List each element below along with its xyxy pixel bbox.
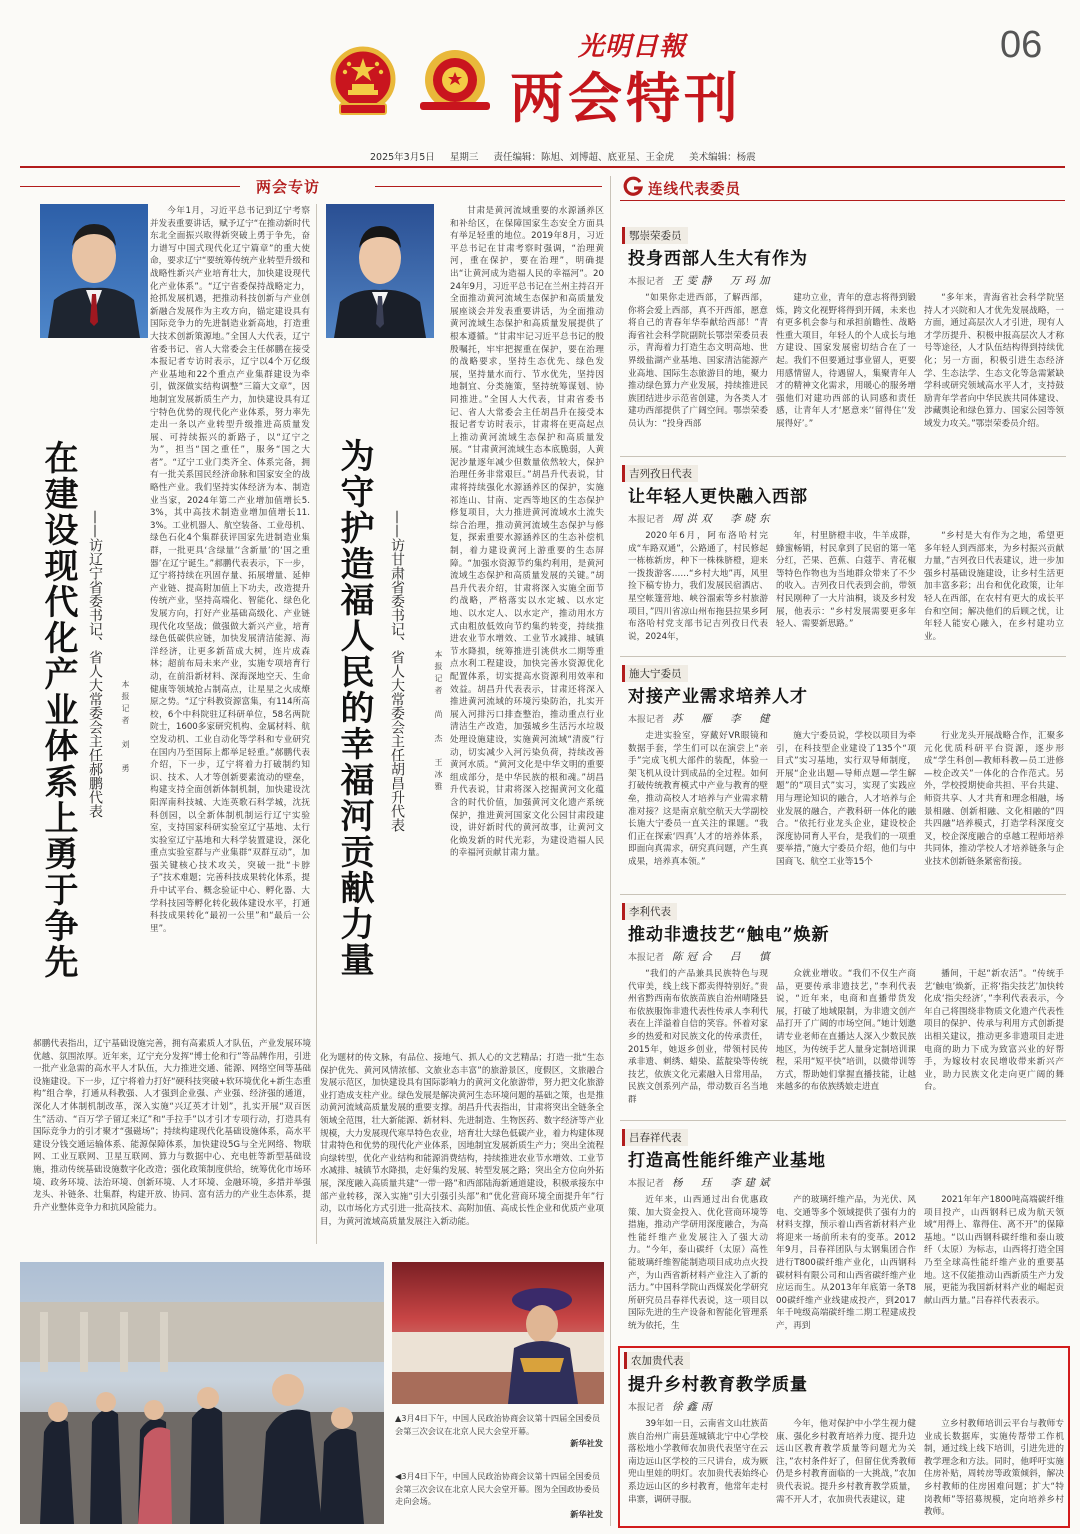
byline-names: 徐鑫雨 [672, 1401, 716, 1413]
byline-label: 本报记者 [628, 953, 665, 963]
byline-label: 本报记者 [628, 715, 665, 725]
portrait-hao-peng [40, 204, 148, 338]
article-col-1: “我们的产品兼具民族特色与现代审美，线上线下都卖得特别好。”贵州省黔西南布依族苗族自治州晴隆县布依族服饰非遗代表性传承人李利代表在上洋溢着自信的笑容。怀着对家乡的热爱和对民族文化的传承责任，2015年，她返乡创业，带领村民传承非遗、刺绣、蜡染、蓝靛染等传统技艺，依族文化元素融入日常用品，民族文创系列产品，带动数百名当地群 [628, 969, 768, 1105]
article-byline [628, 711, 774, 726]
photo-caption-1 [395, 1412, 603, 1450]
delegate-tag: 吕春祥代表 [622, 1129, 688, 1146]
photo-caption-2-text: ◀3月4日下午，中国人民政治协商会议第十四届全国委员会第三次会议在北京人民大会堂开幕。图为全国政协委员走向会场。 [395, 1471, 601, 1506]
interview2-reporter: 本报记者 尚 杰 王冰雅 [434, 650, 443, 794]
delegate-tag: 李利代表 [622, 903, 677, 920]
article-col-3: “多年来，青海省社会科学院坚持人才兴院和人才优先发展战略，一方面，通过高层次人才引进，现有人才学历提升、积极申报高层次人才称号等途径，人才队伍结构得到持续优化；另一方面，积极引进生态经济学、生态法学、生态文化等急需紧缺学科或研究领域高水平人才，支持鼓励青年学者向中华民族共同体建设、涉藏舆论和绿色算力、国家公园等领域发力攻关。”鄂崇荣委员介绍。 [924, 293, 1064, 429]
photo-caption-1-credit: 新华社发 [570, 1438, 603, 1448]
article-byline [628, 1399, 716, 1414]
article-byline [628, 273, 774, 288]
article-col-3: 行业龙头开展战略合作，汇聚多元化优质科研平台资源，逐步形成“学生科创—教师科教—员工进修—校企改关”一体化的合作范式。另外，学校授期使命共担、平台共建、师资共享、人才共育和理念相融，场景相融、创新相融、文化相融的“四共四融”培养模式，打造学科深度交叉，校企深度融合的卓越工程师培养共同体，推动学校人才培养链条与企业技术创新链条紧密衔接。 [924, 731, 1064, 867]
article-lv-chunxiang [622, 1126, 1066, 1340]
issue-date: 2025年3月5日 [370, 152, 435, 163]
cppcc-emblem-icon [410, 44, 500, 118]
article-col-2: 产的玻璃纤维产品，为光伏、风电、交通等多个领域提供了强有力的材料支撑，预示着山西省新材料产业将迎来一场前所未有的变革。2012年9月，吕春祥团队与太钢集团合作进行T800碳纤维产业化，山西钢科碳材料有限公司和山西省碳纤维产业应运而生。从2013年年底第一条T800碳纤维产业线建成投产，到2017年千吨级高端碳纤维二期工程建成投产，再到 [776, 1195, 916, 1331]
interview2-bottom-text: 化为题材的传文脉，有品位、接地气、抓人心的文艺精品；打造一批“生态保护优先、黄河风情浓郁、文旅业态丰富”的旅游景区，度假区，文旅融合发展示范区，加快建设具有国际影响力的黄河文化旅游带，努力把文化旅游业打造成支柱产业。绿色发展是解决黄河生态环境问题的基础之策，也是推动黄河流域高质量发展的重要支撑。胡昌升代表指出，甘肃将突出全链条全领域全范围，壮大新能源、新材料、先进制造、生物医药、数字经济等产业规模，大力发展现代寒旱特色农业，培育壮大绿色低碳产业，着力构建体现甘肃特色和优势的现代化产业体系，因地制宜发展新质生产力；突出全流程向绿转型，优化产业结构和能源消费结构，持续推进农业节水增效、工业节水减排、城镇节水降损，走好集约发展、转型发展之路；突出全方位向外拓展，深度融入高质量共建“一带一路”和西部陆海新通道建设，积极承接东中部产业转移，深入实施“引大引强引头部”和“优化营商环境全面提升年”行动，以市场化方式引进一批高技术、高附加值、高成长性企业和优质产业项目，为黄河流域高质量发展注入新动能。 [320, 1053, 604, 1227]
article-divider [620, 456, 1066, 457]
byline-names: 苏 雁 李 健 [672, 713, 774, 725]
page-header [0, 0, 1080, 170]
issue-weekday: 星期三 [449, 152, 479, 163]
article-col-3: “乡村是大有作为之地，希望更多年轻人到西部来，为乡村振兴贡献力量，”吉列孜日代表建议，进一步加强乡村基础设施建设，让乡村生活更加丰富多彩；出台和优化政策，让年轻人在西部，在农村有更大的成长平台和空间；解决他们的后顾之忧，让年轻人能安心融入，在乡村建功立业。 [924, 531, 1064, 642]
art-editor: 美术编辑：杨震 [689, 152, 756, 163]
interview2-title: 为守护造福人民的幸福河贡献力量 [334, 438, 374, 978]
article-jilie-ziri [622, 462, 1066, 654]
delegate-tag: 鄂崇荣委员 [622, 227, 688, 244]
interview1-title: 在建设现代化产业体系上勇于争先 [38, 440, 78, 980]
article-col-1: 39年如一日，云南省文山壮族苗族自治州广南县莲城镇北宁中心学校落松地小学教师农加贵代表坚守在云南边远山区学校的三尺讲台，成为厥兜山里娃的明灯。农加贵代表始终心系边远山区的乡村教育，他常年走村串寨，调研寻服。 [628, 1419, 768, 1505]
article-headline: 提升乡村教育教学质量 [628, 1375, 808, 1395]
byline-label: 本报记者 [628, 1179, 665, 1189]
article-col-1: 2020年6月，阿布洛哈村完成“车路双通”，公路通了，村民修起一栋栋新房，种下一株株脐橙，迎来一拨拨游客……“乡村大地”再，风里捡下稿专协力，我们发展民宿酒店、星空帐篷营地、峡谷溜索等乡村旅游项目，”四川省凉山州布拖县拉果乡阿布洛哈村党支部书记吉列孜日代表说，2024年， [628, 531, 768, 642]
byline-names: 陈冠合 吕 慎 [672, 951, 774, 963]
article-divider [620, 894, 1066, 895]
article-headline: 投身西部人生大有作为 [628, 249, 808, 269]
article-col-1: 走进实验室，穿戴好VR眼镜和数据手套，学生们可以在演尝上“亲手”完成飞机大部件的装配，体验一架飞机从设计到成品的全过程。如何打破传统教育模式中产业与教育的壁垒，推动高校人才培养与产业需求精准对接？这是南京航空航天大学副校长施大宁委员一直关注的课题。“我们正在探索‘四真’人才的培养体系，即面向真需求，研究真问题，产生真成果，培养真本领。” [628, 731, 768, 867]
interview1-subtitle: ——访辽宁省委书记、省人大常委会主任郝鹏代表 [87, 510, 103, 818]
article-col-1: “如果你走进西部，了解西部，你将会爱上西部，真不开西部，愿意将自己的青春年华奉献给西部！”青海省社会科学院副院长鄂崇荣委员表示，青海着力打造生态文明高地、世界级盐湖产业基地、国家清洁能源产业高地、国际生态旅游目的地，聚力推动绿色算力产业发展，持续推进民族团结进步示范省创建，为各类人才建功西部提供了广阔空间。鄂崇荣委员认为：“投身西部 [628, 293, 768, 429]
interview1-column: 今年1月，习近平总书记到辽宁考察并发表重要讲话，赋予辽宁“在推动新时代东北全面振兴取得新突破上勇于争先，奋力谱写中国式现代化辽宁篇章”的重大使命，要求辽宁“要统筹传统产业转型升级和战略性新兴产业培育壮大，加快建设现代化产业体系”。“辽宁省委保持战略定力，抢抓发展机遇，把推动科技创新与产业创新融合发展作为主攻方向，锚定建设具有国际竞争力的先进制造业新高地，打造重大技术创新策源地。”全国人大代表，辽宁省委书记、省人大常委会主任郝鹏在接受本报记者专访时表示，辽宁以4个万亿级产业基地和22个重点产业集群建设为牵引，做深做实结构调整“三篇大文章”，因地制宜发展新质生产力，加快建设具有辽宁特色优势的现代化产业体系，努力率先走出一条以产业转型升级推进高质量发展、可持续振兴的新路子，以“辽宁之为”，担当“国之重任”，服务“国之大者”。“辽宁工业门类齐全、体系完备，拥有一批关系国民经济命脉和国家安全的战略性产业。我们坚持实体经济为本、制造业当家，2024年第二产业增加值增长5.3%，其中高技术制造业增加值增长11.3%。工业机器人、航空装备、工业母机、绿色石化4个集群获评国家先进制造业集群，一批更具‘含绿量’‘含新量’的‘国之重器’在辽宁诞生。”郝鹏代表表示，下一步，辽宁将持续在巩固存量、拓展增量、延伸产业链、提高附加值上下功夫，改造提升传统产业，坚持高端化、智能化、绿色化发展方向，打好产业基础高级化、产业链现代化攻坚战；做强做大新兴产业，培育绿色低碳供应链，加快发展清洁能源、海洋经济，让更多新苗成大树，连片成森林；超前布局未来产业，实施专项培育行动，在前沿新材料、深海深地空天、生命健康等领域抢占制高点，让星星之火成燎原之势。“辽宁科教资源富集，有114所高校，6个中科院驻辽科研单位，58名两院院士，1600多家研究机构、金属材料、航空发动机、工业自动化等学科和专业研究在国内乃至国际上都举足轻重。”郝鹏代表介绍，下一步，辽宁将着力打破制约知识、技术、人才等创新要素流动的壁垒，构建支持全面创新体制机制，加快建设沈阳浑南科技城、大连英歌石科学城，沈抚科创园，以全新体制机制运行辽宁实验室，支持国家科研实验室辽宁基地、太行实验室辽宁基地和大科学装置建设，深化重点实验室群与产业集群“双群互动”，加强关键核心技术攻关，突破一批“卡脖子”技术难题；完善科技成果转化体系，提升中试平台、概念验证中心、孵化器、大学科技园等孵化转化载体建设水平，打通科技成果转化“最初一公里”和“最后一公里”。 [150, 206, 310, 934]
byline-names: 周洪双 李晓东 [672, 513, 774, 525]
page-number: 06 [1000, 24, 1043, 66]
portrait-hu-changsheng [326, 204, 434, 338]
article-byline [628, 511, 774, 526]
article-headline: 打造高性能纤维产业基地 [628, 1151, 826, 1171]
article-nong-jiagui-box [618, 1346, 1070, 1528]
delegate-tag: 吉列孜日代表 [622, 465, 698, 482]
byline-label: 本报记者 [628, 1403, 665, 1413]
interview1-bottom-text: 郝鹏代表指出，辽宁基础设施完善，拥有高素质人才队伍，产业发展环境优越、氛围浓厚。近年来，辽宁充分发挥“博士伦和行”等品牌作用，引进一批产业急需的高水平人才队伍，大力推进交通、能源、网络空间等基础设施建设。下一步，辽宁将着力打好“硬科技突破+软环境优化+新生态重构”组合拳，打通从科教强、人才强到企业强、产业强、经济强的通道，深化人才体制机制改革，深入实施“兴辽英才计划”，扎实开展“双百医生”活动、“百万学子留辽来辽”和“手拉手”以才引才专项行动，打造具有国际竞争力的引才聚才“强磁场”；持续构建现代化基础设施体系，高水平建设分钱交通运输体系、能源保障体系，加快建设5G与全光网络、物联网、工业互联网、卫星互联网、算力与数据中心、充电桩等新型基础设施，推动传统基础设施数字化改造；强化政策制度供给，统筹优化市场环境、政务环境、法治环境、创新环境、人才环境、金融环境，多措并举强龙头、补链条、壮集群，构建开放、协同、富有活力的产业生态体系，提升产业整体竞争力和抗风险能力。 [33, 1039, 311, 1213]
byline-label: 本报记者 [628, 277, 665, 287]
photo-delegates-walking [20, 1262, 384, 1524]
delegate-tag: 施大宁委员 [622, 665, 688, 682]
masthead: 光明日報 [578, 32, 687, 62]
column-divider-middle [316, 204, 317, 1244]
article-col-2: 施大宁委员说，学校以项目为牵引，在科技型企业建设了135个“项目式”实习基地，实行双导师制度，开展“企业出题—导师点题—学生解题”的“项目式”实习，实现了实践应用与理论知识的融合，人才培养与企业发展的融合，产教科研一体化的融合。“依托行业龙头企业，建设校企深度协同育人平台，是我们的一项重要举措，”施大宁委员介绍，他们与中国商飞、航空工业等15个 [776, 731, 916, 867]
delegate-tag: 农加贵代表 [624, 1352, 690, 1369]
article-headline: 让年轻人更快融入西部 [628, 487, 808, 507]
responsible-editors: 责任编辑：陈旭、刘博超、底亚星、王金虎 [493, 152, 675, 163]
interview2-column: 甘肃是黄河流域重要的水源涵养区和补给区，在保障国家生态安全方面具有举足轻重的地位。2019年8月，习近平总书记在甘肃考察时强调，“治理黄河，重在保护，要在治理”，明确提出“让黄河成为造福人民的幸福河”。2024年9月，习近平总书记在兰州主持召开全面推动黄河流域生态保护和高质量发展座谈会并发表重要讲话，为全面推动黄河流域生态保护和高质量发展提供了根本遵循。“甘肃牢记习近平总书记的殷殷嘱托，牢牢把握重在保护，要在治理的战略要求，坚持生态优先、绿色发展，坚持量水而行、节水优先，坚持因地制宜、分类施策，坚持统筹谋划、协同推进。”全国人大代表，甘肃省委书记、省人大常委会主任胡昌升在接受本报记者专访时表示，甘肃将在更高起点上推动黄河流域生态保护和高质量发展。“甘肃黄河流域生态本底脆弱，人黄泥沙量逐年减少但数量依然较大，保护治理任务非常艰巨。”胡昌升代表说，甘肃将持续强化水源涵养区的保护，实施祁连山、甘南、定西等地区的生态保护修复项目，大力推进黄河流域水土流失综合治理，推动黄河流域生态保护与修复，探索重要水源涵养区的生态补偿机制，着力建设黄河上游重要的生态屏障。“加强水资源节约集约利用，是黄河流域生态保护和高质量发展的关键。”胡昌升代表介绍，甘肃将深入实施全面节约战略，严格落实以水定城、以水定地、以水定人、以水定产，推动用水方式由粗放低效向节约集约转变，持续推进农业节水增效、工业节水减排、城镇节水降损，统筹推进引洮供水二期等重点水利工程建设，加快完善水资源优化配置体系，切实提高水资源利用效率和效益。胡昌升代表表示，甘肃还将深入推进黄河流域的环境污染防治，扎实开展入河排污口排查整治，推动重点行业清洁生产改造，加强城乡生活污水垃圾处理设施建设，实施黄河流域“清废”行动，切实减少入河污染负荷，持续改善黄河水质。“黄河文化是中华文明的重要组成部分，是中华民族的根和魂。”胡昌升代表说，甘肃将深入挖掘黄河文化蕴含的时代价值，加强黄河文化遗产系统保护，推进黄河国家文化公园甘肃段建设，讲好新时代的黄河故事，让黄河文化焕发新的时代光彩，为建设造福人民的幸福河贡献甘肃力量。 [450, 206, 604, 859]
article-e-chongrong [622, 224, 1066, 456]
byline-names: 杨 珏 李建斌 [672, 1177, 774, 1189]
header-divider [20, 166, 1065, 168]
section-divider-left [20, 186, 240, 187]
article-col-2: 众就业增收。“我们不仅生产商品，更要传承非遗技艺，”李利代表说，“近年来，电商和直播带货发展，打破了地域限制，为非遗文创产品打开了广阔的市场空间。”她计划邀请专业老师在直播达人深入少数民族地区，为传统手艺人量身定制培训课程，采用“短平快”培训，以微带训等方式，帮助她们掌握直播技能，让越来越多的布依族绣娘走进直 [776, 969, 916, 1093]
article-shi-daning [622, 662, 1066, 890]
right-section-header [620, 176, 1065, 200]
article-byline [628, 949, 774, 964]
byline-label: 本报记者 [628, 515, 665, 525]
special-title: 两会特刊 [510, 66, 742, 130]
section-label-connect: 连线代表委员 [648, 181, 741, 198]
photo-caption-2 [395, 1470, 603, 1520]
article-headline: 推动非遗技艺“触电”焕新 [628, 925, 830, 945]
article-col-3: 播间，干起“新农活”。“传统手艺‘触电’焕新，正将‘指尖技艺’加快转化成‘指尖经济’，”李利代表表示，今年自己将围绕非物质文化遗产代表性项目的保护、传承与利用方式创新提出相关建议，推动更多非遗项目走进电商的助力下成为致富兴业的好帮手，为嫁妆村农民增收带来新兴产业，助力民族文化走向更广阔的舞台。 [924, 969, 1064, 1093]
byline-names: 王雯静 万玛加 [672, 275, 774, 287]
photo-delegate-ethnic-costume [392, 1262, 604, 1404]
left-section-header [20, 176, 602, 198]
article-headline: 对接产业需求培养人才 [628, 687, 808, 707]
article-col-2: 建功立业，青年的意志将得到锻炼，跨文化视野将得到开阔，未来也有更多机会参与和承担前瞻性、战略性重大项目，年轻人的个人成长与地方建设、国家发展密切结合在了一起。我们不但要通过事业留人，更要用感情留人，待遇留人，集聚青年人才的精神文化需求，用暖心的服务增强他们对建功西部的认同感和责任感，让青年人才‘愿意来’‘留得住’‘发展得好’。” [776, 293, 916, 429]
interview2-subtitle: ——访甘肃省委书记、省人大常委会主任胡昌升代表 [389, 510, 405, 832]
interview1-reporter: 本报记者 刘 勇 [121, 680, 130, 776]
article-col-3: 2021年年产1800吨高端碳纤维项目投产，山西钢科已成为航天领域“用得上、靠得住、离不开”的保障基地。“以山西钢科碳纤维和泰山玻纤（太原）为标志，山西将打造全国乃至全球高性能纤维产业的重要基地。这不仅能推动山西新质生产力发展，更能为我国新材料产业的崛起贡献山西力量。”吕春祥代表表示。 [924, 1195, 1064, 1306]
national-emblem-icon [328, 44, 398, 118]
photo-caption-2-credit: 新华社发 [570, 1508, 603, 1519]
section-g-icon [622, 176, 644, 198]
article-col-2: 年，村里脐橙丰收，牛羊成群，蜂蜜畅销，村民拿到了民宿的第一笔分红，芒果、芭蕉、白蔻芋、青花椒等特色作物也为当地群众带来了不少的收入。吉列孜日代表到会前，带领村民刚种了一大片油桐，谈及乡村发展，他表示：“乡村发展需要更多年轻人、需要新思路。” [776, 531, 916, 630]
article-divider [620, 656, 1066, 657]
section-label-interview: 两会专访 [256, 178, 321, 196]
section-divider-right [375, 186, 602, 187]
article-li-li [622, 900, 1066, 1116]
article-col-2: 今年，他对保护中小学生视力健康、强化乡村教育培养力度、提升边远山区教育教学质量等问题尤为关注，”农村条件好了，但留住优秀教师仍是乡村教育面临的一大挑战，”农加贵代表说。提升乡村教育教学质量，需不开人才，农加贵代表建议，建 [776, 1419, 916, 1505]
header-dateline [370, 149, 756, 163]
page-column-divider [610, 176, 611, 1526]
article-col-3: 立乡村教师培训云平台与教师专业成长数据库，实施传帮带工作机制，通过线上线下培训，引进先进的教学理念和方法。同时，他呼吁实施住房补贴，周转房等政策倾斜，解决乡村教师的住房困难问题；扩大“特岗教师”等招募规模，定向培养乡村教师。 [924, 1419, 1064, 1518]
article-divider [620, 1120, 1066, 1121]
right-section-underline [620, 200, 1065, 201]
article-byline [628, 1175, 774, 1190]
photo-caption-1-text: ▲3月4日下午，中国人民政治协商会议第十四届全国委员会第三次会议在北京人民大会堂开幕。 [395, 1413, 601, 1436]
article-col-1: 近年来，山西通过出台优惠政策、加大资金投入、优化营商环境等措施，推动产学研用深度融合，为高性能纤维产业发展注入了强大动力。“今年，泰山碳纤（太原）高性能玻璃纤维智能制造项目成功点火投产，为山西省新材料产业注入了新的活力。”中国科学院山西煤炭化学研究所研究员吕春祥代表说，这一项目以国际先进的生产设备和智能化管理系统为依托，生 [628, 1195, 768, 1331]
